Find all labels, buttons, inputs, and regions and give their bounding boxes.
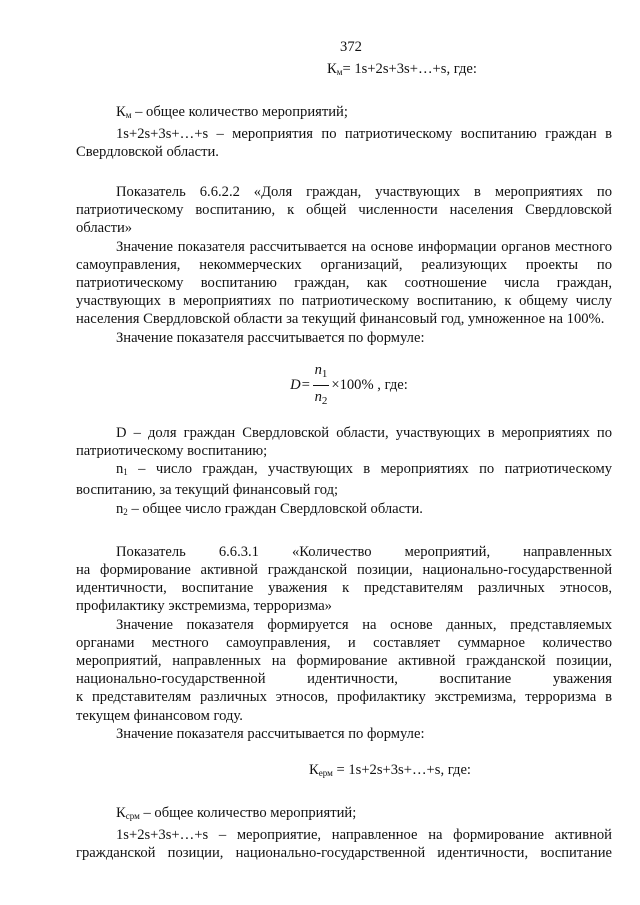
definition-km-subscript: м xyxy=(125,110,132,121)
formula-share xyxy=(76,361,612,410)
formula-km-symbol: К xyxy=(327,61,337,78)
definition-d: D – доля граждан Свердловской области, участвующих в мероприятиях по патриотическому воспитанию; xyxy=(76,424,612,460)
definition-n1: $n_1$ – число граждан, участвующих в мероприятиях по патриотическому воспитанию, за текущий финансовый год; xyxy=(76,461,612,499)
indicator-6-6-2-2-formula-intro: Значение показателя рассчитывается по формуле: xyxy=(116,329,425,346)
fraction-denominator: $n_2$ xyxy=(314,388,328,407)
definition-ksrm: $К_{срм}$ – общее количество мероприятий; xyxy=(116,805,357,822)
indicator-6-6-3-1-description-part1: Значение показателя формируется на основе данных, представляемых органами местного самоуправления, и составляет суммарное количество мероприятий, направленных на формирование активной гражданской позиции, xyxy=(76,616,612,670)
indicator-6-6-3-1-formula-intro: Значение показателя рассчитывается по формуле: xyxy=(116,725,425,742)
formula-km-subscript: м xyxy=(336,67,343,78)
formula-share-lhs: D= xyxy=(290,377,311,394)
indicator-6-6-3-1-title-line1: Показатель 6.6.3.1 «Количество мероприятий, направленных xyxy=(116,543,612,560)
indicator-6-6-3-1-description-part2: к представителям различных этносов, профилактику экстремизма, терроризма в текущем финансовом году. xyxy=(76,689,612,724)
formula-km-rhs: = 1s+2s+3s+…+s, где: xyxy=(342,61,477,78)
indicator-6-6-3-1-title-rest: на формирование активной гражданской позиции, национально-государственной идентичности, воспитание уважения к представителям различных этносов, профилактику экстремизма, терроризма» xyxy=(76,562,612,615)
definition-km xyxy=(76,103,612,124)
formula-km xyxy=(76,60,612,81)
definition-events: 1s+2s+3s+…+s – мероприятия по патриотическому воспитанию граждан в Свердловской области. xyxy=(76,125,612,160)
formula-kerm: $К_{ерм}$ = 1s+2s+3s+…+s, где: xyxy=(309,762,471,779)
fraction-numerator: $n_1$ xyxy=(313,361,330,386)
definition-km-symbol: К xyxy=(116,104,126,121)
definition-events-civic: 1s+2s+3s+…+s – мероприятие, направленное на формирование активной гражданской позиции, национально-государственной идентичности, воспитание xyxy=(76,826,612,861)
document-page xyxy=(76,38,612,862)
definition-km-text: – общее количество мероприятий; xyxy=(131,104,348,121)
indicator-6-6-2-2-title: Показатель 6.6.2.2 «Доля граждан, участвующих в мероприятиях по патриотическому воспитанию, к общей численности населения Свердловской области» xyxy=(76,184,612,237)
page-number: 372 xyxy=(340,39,362,55)
indicator-6-6-2-2-description: Значение показателя рассчитывается на основе информации органов местного самоуправления, некоммерческих организаций, реализующих проекты по патриотическому воспитанию граждан, как соотношение числа граждан, участвующих в мероприятиях по патриотическому воспитанию, к общему числу населения Свердловской области за текущий финансовый год, умноженное на 100%. xyxy=(76,238,612,328)
definition-n2: $n_2$ – общее число граждан Свердловской области. xyxy=(116,500,423,517)
formula-share-fraction xyxy=(313,361,330,410)
formula-share-rhs: ×100% , где: xyxy=(331,377,408,394)
indicator-6-6-3-1-description-spread: национально-государственной идентичности, воспитание уважения xyxy=(76,671,612,688)
